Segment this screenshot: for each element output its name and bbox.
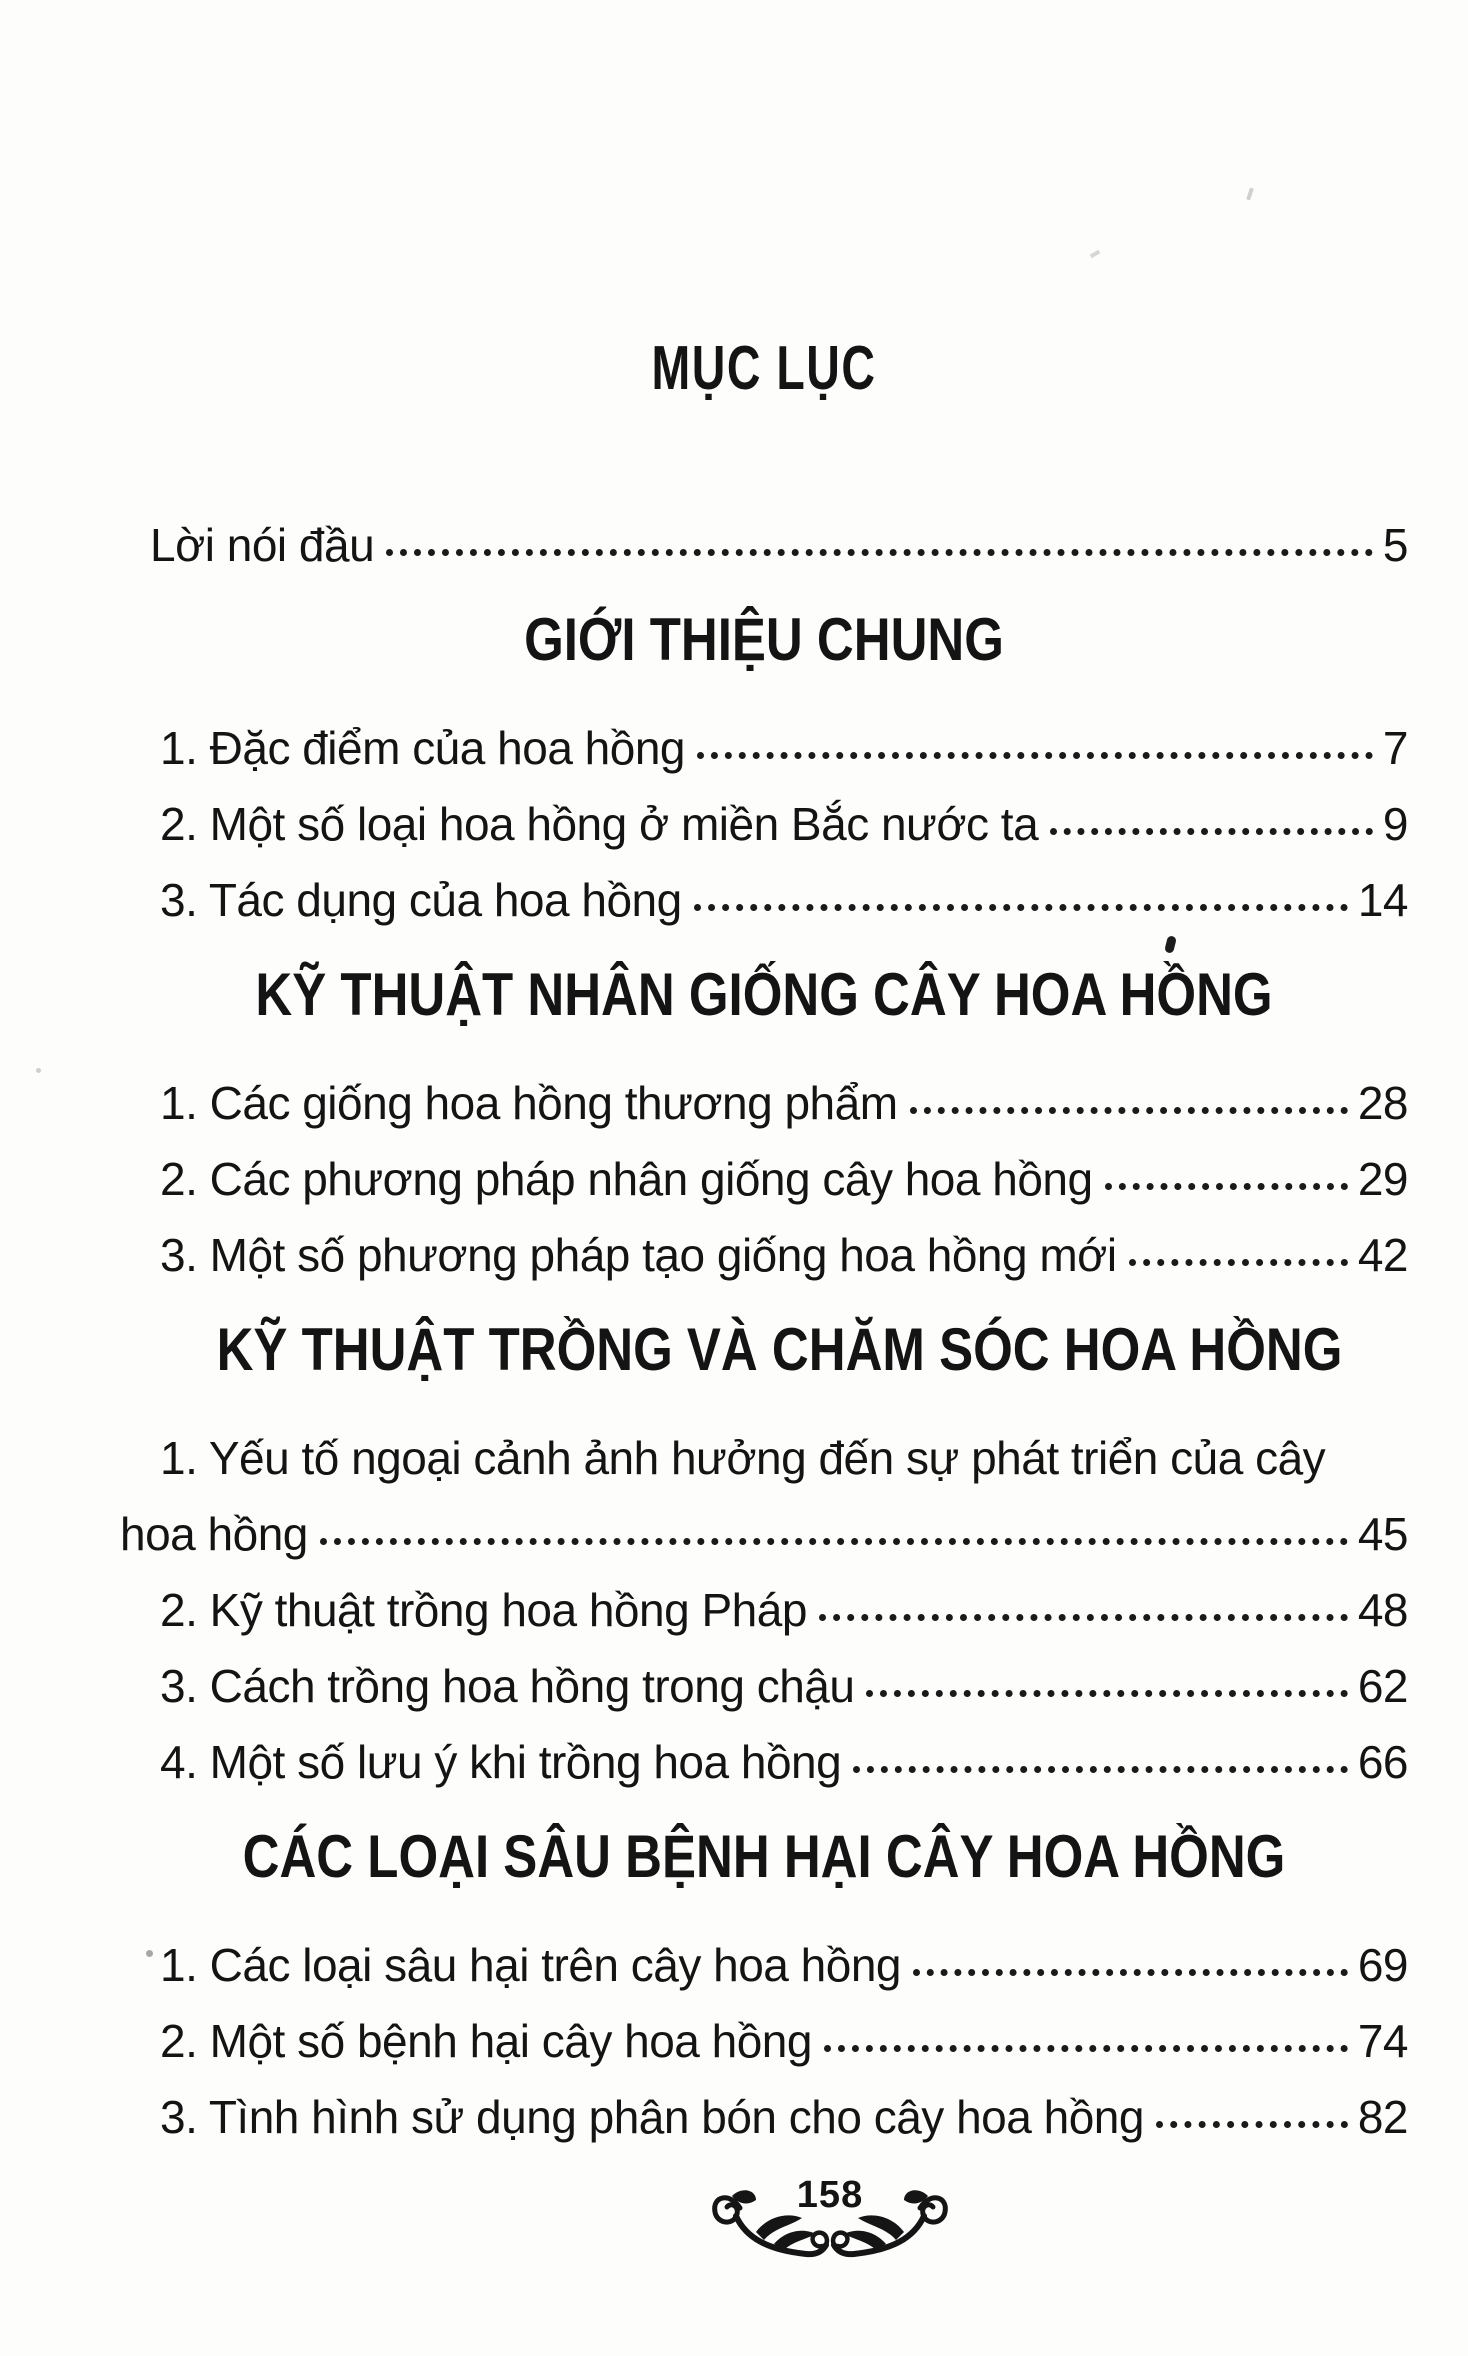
toc-entry-label: 1. Đặc điểm của hoa hồng xyxy=(160,722,686,774)
toc-entry-label: 1. Các giống hoa hồng thương phẩm xyxy=(160,1077,898,1129)
toc-entry xyxy=(120,1076,1408,1152)
toc-entry xyxy=(120,2014,1408,2090)
dot-leader xyxy=(694,904,1348,911)
toc-entry-page: 29 xyxy=(1357,1153,1408,1205)
toc-entry-page: 5 xyxy=(1382,519,1408,571)
toc-entry-label: 3. Một số phương pháp tạo giống hoa hồng mới xyxy=(160,1229,1117,1281)
section-heading: CÁC LOẠI SÂU BỆNH HẠI CÂY HOA HỒNG xyxy=(242,1823,1286,1890)
toc-entry xyxy=(120,1228,1408,1304)
toc-entry-label: 2. Các phương pháp nhân giống cây hoa hồng xyxy=(160,1153,1093,1205)
section-heading: KỸ THUẬT TRỒNG VÀ CHĂM SÓC HOA HỒNG xyxy=(216,1316,1343,1383)
toc-entry-page: 9 xyxy=(1382,798,1408,850)
toc-entry xyxy=(120,1659,1408,1735)
toc-entry-front xyxy=(120,518,1408,594)
toc-section-sau-benh xyxy=(120,1825,1408,2166)
toc-entry-label: 1. Yếu tố ngoại cảnh ảnh hưởng đến sự phát triển của cây xyxy=(160,1432,1326,1484)
toc-section-gioi-thieu-chung xyxy=(120,608,1408,949)
dot-leader xyxy=(910,1107,1348,1114)
toc-entry xyxy=(120,1152,1408,1228)
section-heading: GIỚI THIỆU CHUNG xyxy=(524,606,1004,673)
dot-leader xyxy=(913,1969,1348,1976)
toc-entry xyxy=(120,1735,1408,1811)
ink-speck xyxy=(146,1950,153,1957)
dot-leader xyxy=(866,1690,1347,1697)
toc-entry-label: 2. Một số loại hoa hồng ở miền Bắc nước ta xyxy=(160,798,1039,850)
scan-artifact xyxy=(1246,188,1254,201)
section-items xyxy=(120,1076,1408,1304)
toc-entry-page: 62 xyxy=(1357,1660,1408,1712)
toc-entry-label: Lời nói đầu xyxy=(150,519,375,571)
dot-leader xyxy=(386,549,1373,556)
toc-entry-page: 45 xyxy=(1357,1508,1408,1560)
toc-entry-label: 3. Tác dụng của hoa hồng xyxy=(160,874,682,926)
toc-entry-page: 14 xyxy=(1357,874,1408,926)
toc-entry xyxy=(120,1938,1408,2014)
toc-entry-label: 1. Các loại sâu hại trên cây hoa hồng xyxy=(160,1939,901,1991)
section-heading: KỸ THUẬT NHÂN GIỐNG CÂY HOA HỒNG xyxy=(255,961,1273,1028)
toc-entry-wrapped-line2 xyxy=(120,1507,1408,1583)
toc-entry-label: 2. Kỹ thuật trồng hoa hồng Pháp xyxy=(160,1584,807,1636)
toc-entry-label: 2. Một số bệnh hại cây hoa hồng xyxy=(160,2015,812,2067)
dot-leader xyxy=(824,2045,1348,2052)
section-items xyxy=(120,1431,1408,1811)
toc-entry xyxy=(120,721,1408,797)
dot-leader xyxy=(819,1614,1348,1621)
scan-artifact xyxy=(36,1068,41,1073)
page-title: MỤC LỤC xyxy=(651,334,877,403)
toc-entry-label: 3. Tình hình sử dụng phân bón cho cây hoa hồng xyxy=(160,2091,1144,2143)
toc-section-trong-cham-soc xyxy=(120,1318,1408,1811)
toc-entry-page: 7 xyxy=(1382,722,1408,774)
toc-entry-page: 48 xyxy=(1357,1584,1408,1636)
toc-entry-page: 69 xyxy=(1357,1939,1408,1991)
toc-entry-page: 82 xyxy=(1357,2091,1408,2143)
section-items xyxy=(120,721,1408,949)
dot-leader xyxy=(1156,2121,1348,2128)
dot-leader xyxy=(1050,828,1373,835)
dot-leader xyxy=(853,1766,1348,1773)
dot-leader xyxy=(697,752,1373,759)
dot-leader xyxy=(320,1538,1348,1545)
toc-entry xyxy=(120,2090,1408,2166)
dot-leader xyxy=(1105,1183,1348,1190)
toc-entry-label: 3. Cách trồng hoa hồng trong chậu xyxy=(160,1660,855,1712)
toc-entry xyxy=(120,1583,1408,1659)
toc-entry-page: 28 xyxy=(1357,1077,1408,1129)
toc-entry-wrapped-line1 xyxy=(120,1431,1408,1507)
page-footer xyxy=(710,2174,950,2266)
toc-entry-label: 4. Một số lưu ý khi trồng hoa hồng xyxy=(160,1736,842,1788)
footer-page-number: 158 xyxy=(796,2174,864,2216)
toc-entry-page: 66 xyxy=(1357,1736,1408,1788)
toc-entry xyxy=(120,797,1408,873)
toc-entry-page: 42 xyxy=(1357,1229,1408,1281)
toc-entry xyxy=(120,873,1408,949)
dot-leader xyxy=(1129,1259,1348,1266)
toc-section-nhan-giong xyxy=(120,963,1408,1304)
scan-artifact xyxy=(1090,250,1101,258)
toc-entry-page: 74 xyxy=(1357,2015,1408,2067)
section-items xyxy=(120,1938,1408,2166)
toc-entry-label-continuation: hoa hồng xyxy=(120,1508,308,1560)
